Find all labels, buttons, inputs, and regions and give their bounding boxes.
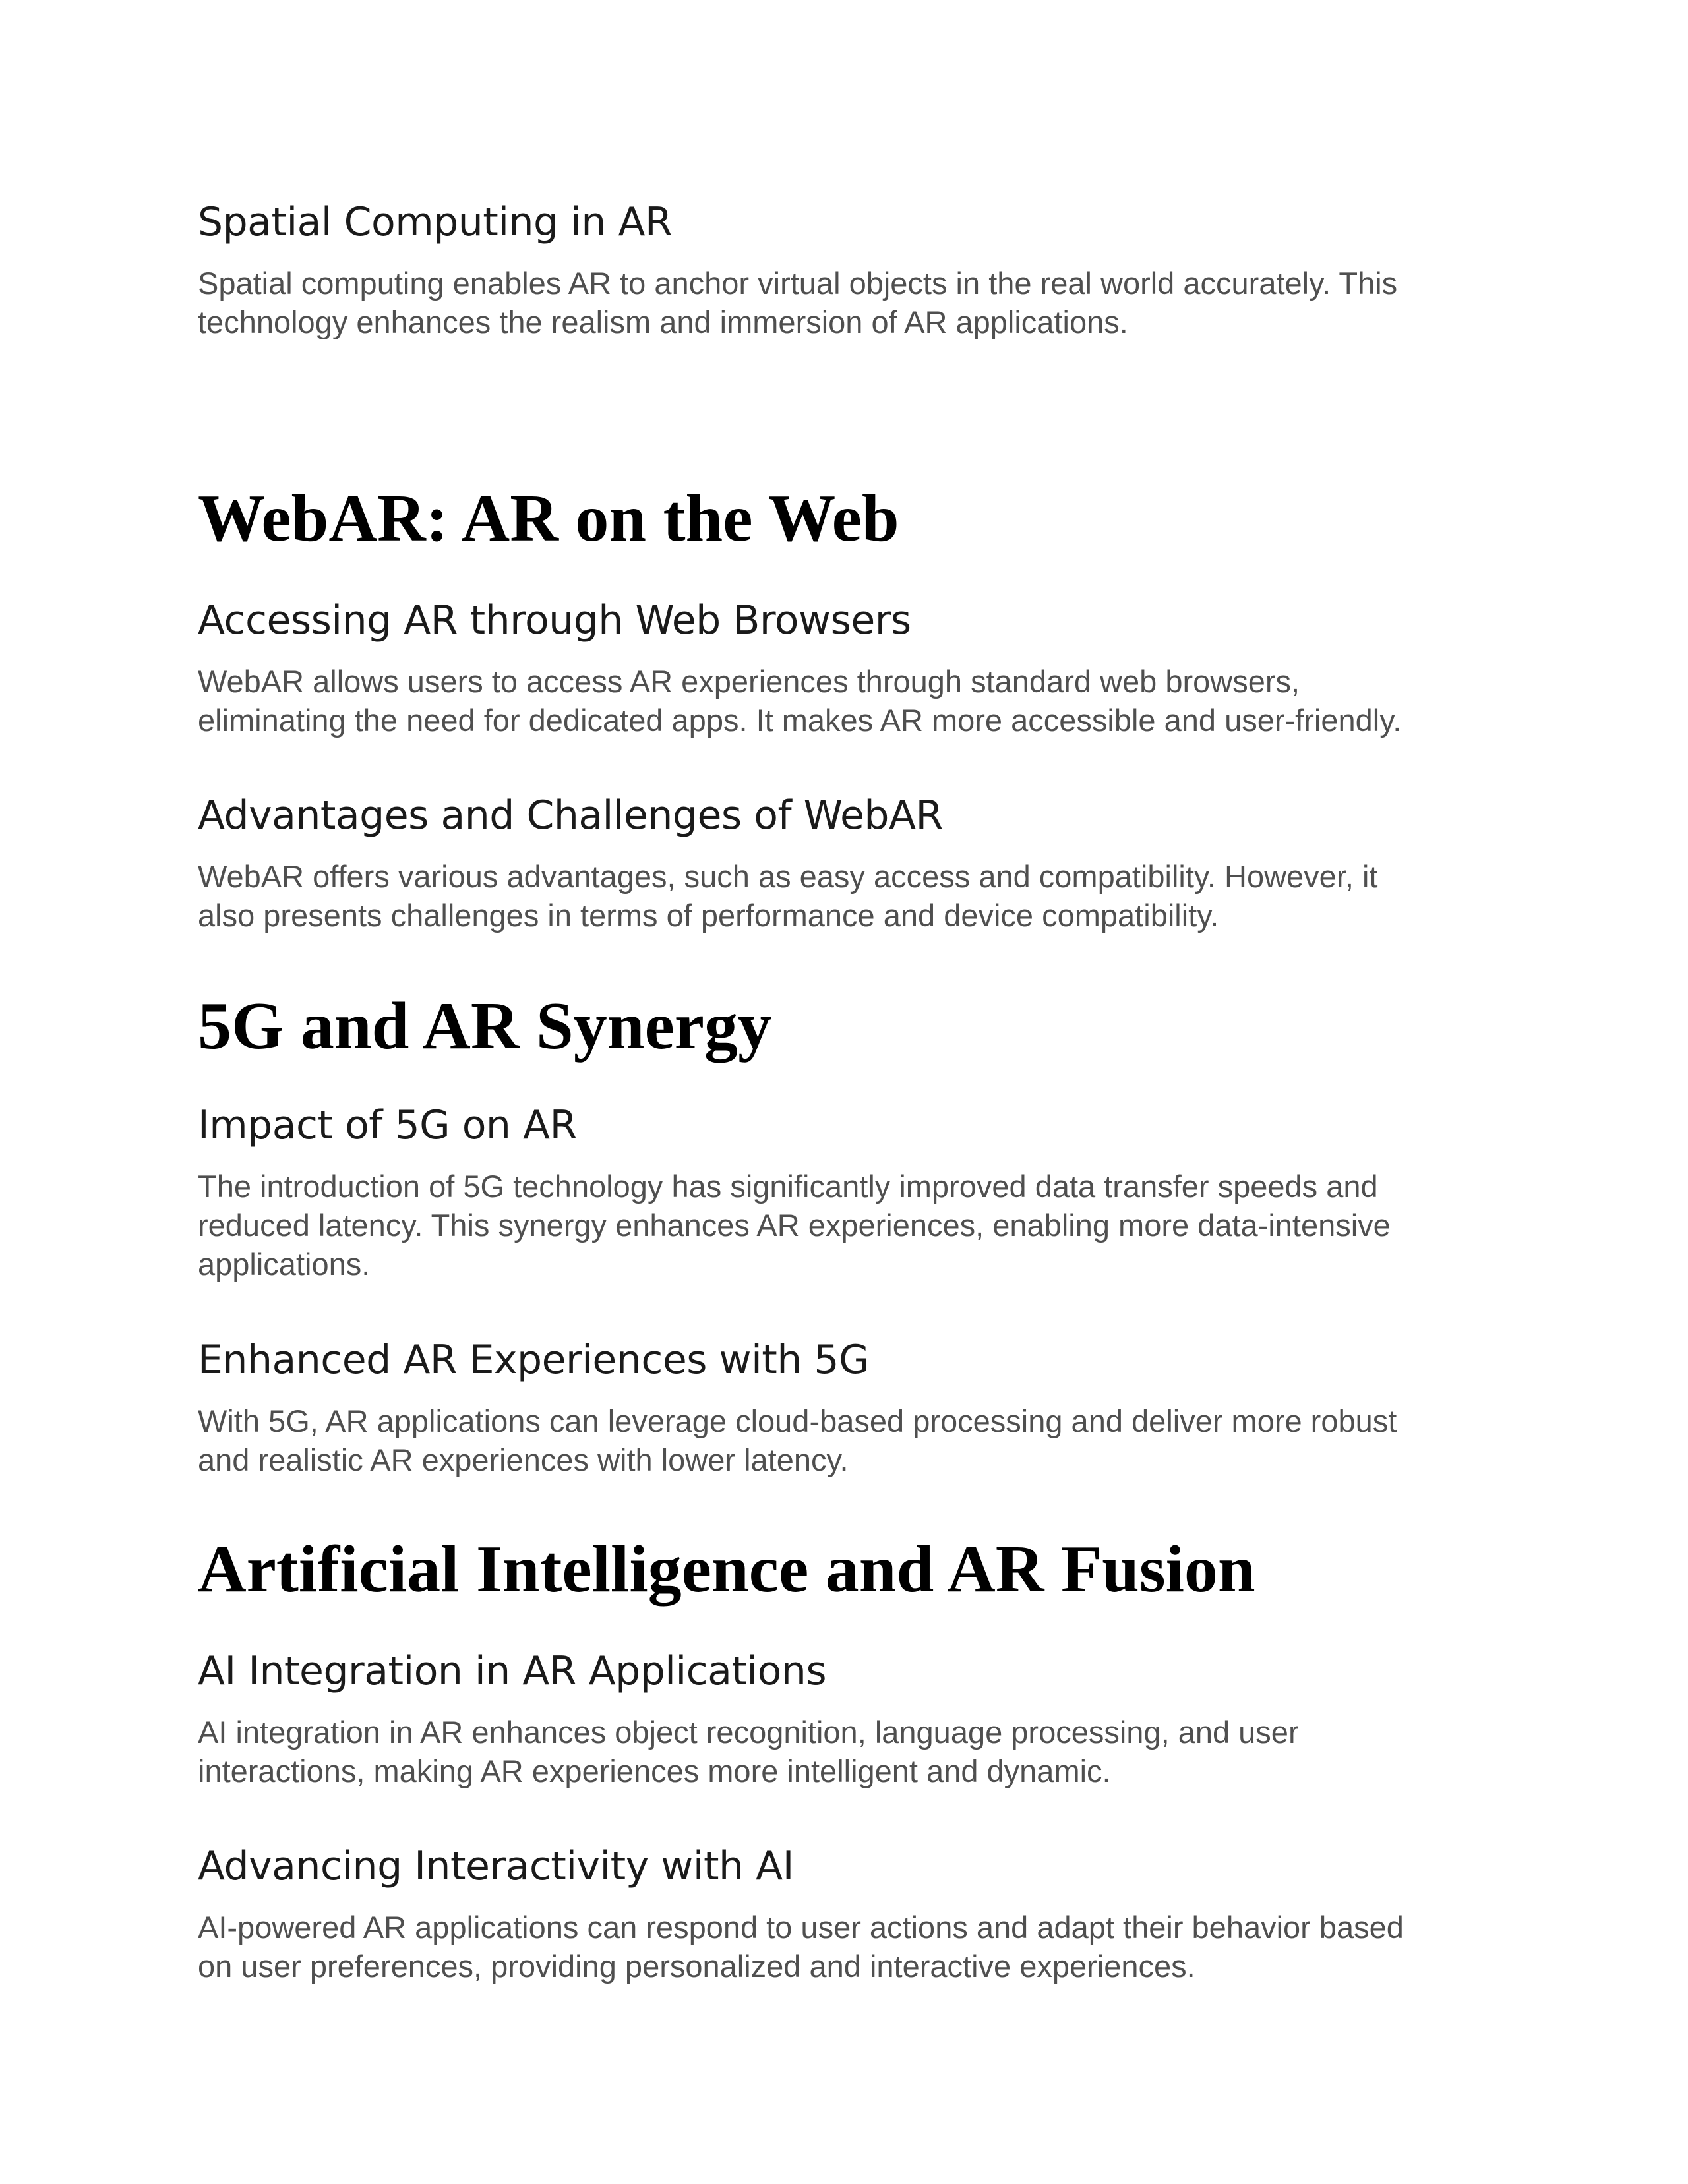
section-heading-ai-ar-fusion: Artificial Intelligence and AR Fusion <box>198 1532 1255 1607</box>
paragraph-impact-5g <box>198 1167 1517 1284</box>
paragraph-line: AI-powered AR applications can respond to user actions and adapt their behavior based <box>198 1910 1404 1945</box>
paragraph-webar-advantages <box>198 857 1517 935</box>
subsection-heading-impact-5g: Impact of 5G on AR <box>198 1102 577 1148</box>
section-heading-webar: WebAR: AR on the Web <box>198 481 899 556</box>
paragraph-line: With 5G, AR applications can leverage cloud-based processing and deliver more robust <box>198 1403 1397 1438</box>
subsection-heading-ai-interactivity: Advancing Interactivity with AI <box>198 1843 794 1889</box>
paragraph-accessing-ar <box>198 662 1517 740</box>
paragraph-line: The introduction of 5G technology has significantly improved data transfer speeds and <box>198 1169 1378 1204</box>
subsection-heading-spatial-computing: Spatial Computing in AR <box>198 199 673 245</box>
paragraph-line: reduced latency. This synergy enhances AR experiences, enabling more data-intensive <box>198 1208 1391 1243</box>
section-heading-5g-ar-synergy: 5G and AR Synergy <box>198 989 771 1063</box>
paragraph-line: applications. <box>198 1247 371 1282</box>
paragraph-line: also presents challenges in terms of performance and device compatibility. <box>198 898 1219 933</box>
subsection-heading-ai-integration: AI Integration in AR Applications <box>198 1648 827 1694</box>
paragraph-line: WebAR offers various advantages, such as easy access and compatibility. However, it <box>198 859 1378 894</box>
paragraph-line: WebAR allows users to access AR experiences through standard web browsers, <box>198 664 1300 699</box>
paragraph-ai-integration <box>198 1713 1517 1790</box>
paragraph-line: technology enhances the realism and immersion of AR applications. <box>198 305 1128 339</box>
paragraph-line: AI integration in AR enhances object recognition, language processing, and user <box>198 1715 1299 1750</box>
paragraph-ai-interactivity <box>198 1908 1517 1986</box>
paragraph-line: Spatial computing enables AR to anchor virtual objects in the real world accurately. This <box>198 266 1398 301</box>
paragraph-enhanced-5g <box>198 1402 1517 1479</box>
paragraph-line: and realistic AR experiences with lower latency. <box>198 1442 849 1477</box>
subsection-heading-webar-advantages: Advantages and Challenges of WebAR <box>198 792 943 839</box>
subsection-heading-enhanced-5g: Enhanced AR Experiences with 5G <box>198 1337 870 1383</box>
paragraph-spatial-computing <box>198 264 1517 341</box>
subsection-heading-accessing-ar: Accessing AR through Web Browsers <box>198 597 911 643</box>
paragraph-line: interactions, making AR experiences more intelligent and dynamic. <box>198 1754 1111 1788</box>
paragraph-line: on user preferences, providing personalized and interactive experiences. <box>198 1949 1195 1984</box>
paragraph-line: eliminating the need for dedicated apps. It makes AR more accessible and user-friendly. <box>198 703 1402 738</box>
